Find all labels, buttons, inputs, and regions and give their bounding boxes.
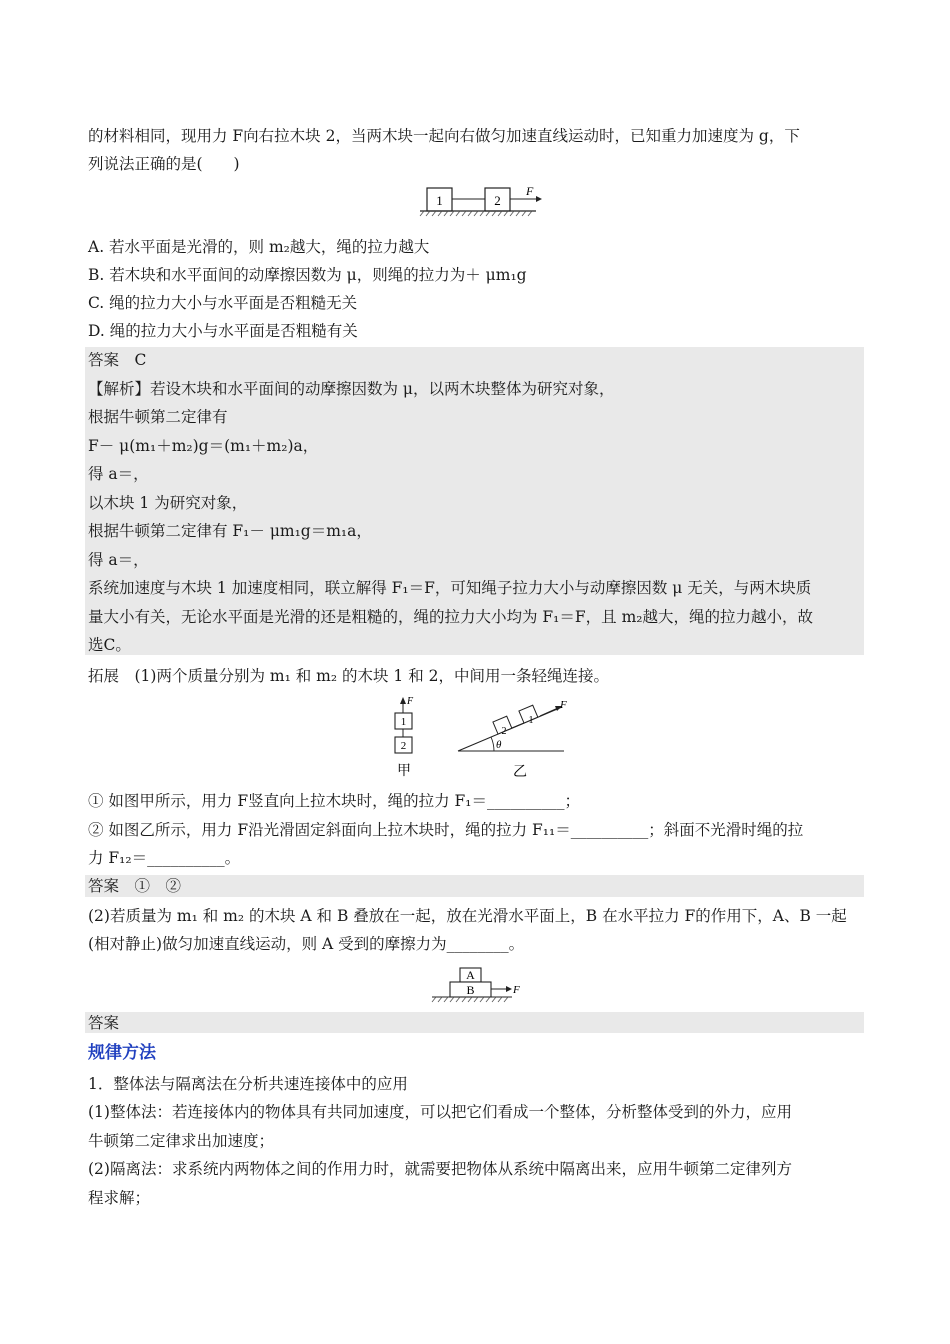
answer-1: 答案 C (88, 351, 147, 369)
fig4-block-a-label: A (466, 968, 475, 982)
explanation-line-5: 以木块 1 为研究对象， (88, 494, 248, 512)
fig4-block-b-label: B (466, 983, 475, 997)
section-heading: 规律方法 (88, 1043, 156, 1063)
method-line-4: (2)隔离法：求系统内两物体之间的作用力时，就需要把物体从系统中隔离出来，应用牛顿第二定律列方 (88, 1160, 792, 1178)
extension-2-line-2: (相对静止)做匀加速直线运动，则 A 受到的摩擦力为________。 (88, 935, 525, 953)
answer-2: 答案 ① ② (88, 877, 182, 895)
fig3-caption: 乙 (513, 765, 527, 780)
fig3-block1-label: 1 (528, 715, 534, 726)
fig2-caption: 甲 (397, 764, 411, 779)
fig1-block2-label: 2 (494, 193, 501, 208)
fig4-force-label: F (513, 984, 520, 996)
stacked-blocks-figure (430, 964, 522, 1004)
fig3-angle-label: θ (496, 739, 502, 751)
fig2-force-label: F (407, 696, 414, 707)
explanation-line-10: 选C。 (88, 636, 131, 654)
option-a: A. 若水平面是光滑的，则 m₂越大，绳的拉力越大 (88, 238, 430, 256)
explanation-line-6: 根据牛顿第二定律有 F₁－ μm₁g＝m₁a， (88, 522, 372, 540)
extension-1-line: 拓展 (1)两个质量分别为 m₁ 和 m₂ 的木块 1 和 2，中间用一条轻绳连接。 (88, 667, 609, 685)
fig3-force-label: F (560, 699, 567, 711)
method-line-5: 程求解； (88, 1189, 151, 1207)
explanation-line-9: 量大小有关，无论水平面是光滑的还是粗糙的，绳的拉力大小均为 F₁＝F，且 m₂越大，绳的拉力越小，故 (88, 608, 813, 626)
fig1-force-label: F (526, 184, 534, 198)
two-blocks-figure (418, 183, 548, 217)
explanation-line-2: 根据牛顿第二定律有 (88, 408, 228, 426)
option-d: D. 绳的拉力大小与水平面是否粗糙有关 (88, 322, 358, 340)
explanation-line-1: 【解析】若设木块和水平面间的动摩擦因数为 μ，以两木块整体为研究对象， (88, 380, 615, 398)
question-1: ① 如图甲所示，用力 F竖直向上拉木块时，绳的拉力 F₁＝__________； (88, 792, 581, 810)
explanation-line-8: 系统加速度与木块 1 加速度相同，联立解得 F₁＝F，可知绳子拉力大小与动摩擦因数 μ 无关，与两木块质 (88, 579, 812, 597)
fig2-block1-label: 1 (400, 716, 407, 728)
problem-line-2: 列说法正确的是( ) (88, 155, 240, 173)
extension-2-line-1: (2)若质量为 m₁ 和 m₂ 的木块 A 和 B 叠放在一起，放在光滑水平面上，B 在水平拉力 F的作用下，A、B 一起 (88, 907, 847, 925)
vertical-blocks-figure (388, 694, 424, 780)
method-line-1: 1．整体法与隔离法在分析共速连接体中的应用 (88, 1075, 408, 1093)
explanation-line-3: F－ μ(m₁＋m₂)g＝(m₁＋m₂)a， (88, 437, 319, 455)
option-c: C. 绳的拉力大小与水平面是否粗糙无关 (88, 294, 358, 312)
fig2-block2-label: 2 (400, 740, 407, 752)
option-b: B. 若木块和水平面间的动摩擦因数为 μ，则绳的拉力为＋ μm₁g (88, 266, 527, 284)
incline-blocks-figure (454, 696, 572, 782)
method-line-3: 牛顿第二定律求出加速度； (88, 1132, 275, 1150)
explanation-line-4: 得 a＝， (88, 465, 149, 483)
fig3-block2-label: 2 (501, 726, 507, 737)
question-3: 力 F₁₂＝__________。 (88, 849, 241, 867)
explanation-line-7: 得 a＝， (88, 551, 149, 569)
answer-shade-2 (85, 875, 864, 897)
problem-line-1: 的材料相同，现用力 F向右拉木块 2，当两木块一起向右做匀加速直线运动时，已知重力加速度为 g，下 (88, 127, 800, 145)
method-line-2: (1)整体法：若连接体内的物体具有共同加速度，可以把它们看成一个整体，分析整体受到的外力，应用 (88, 1103, 792, 1121)
fig1-block1-label: 1 (436, 193, 443, 208)
question-2: ② 如图乙所示，用力 F沿光滑固定斜面向上拉木块时，绳的拉力 F₁₁＝__________；斜面不光滑时绳的拉 (88, 821, 804, 839)
answer-shade-3 (85, 1012, 864, 1033)
answer-3: 答案 (88, 1014, 120, 1032)
